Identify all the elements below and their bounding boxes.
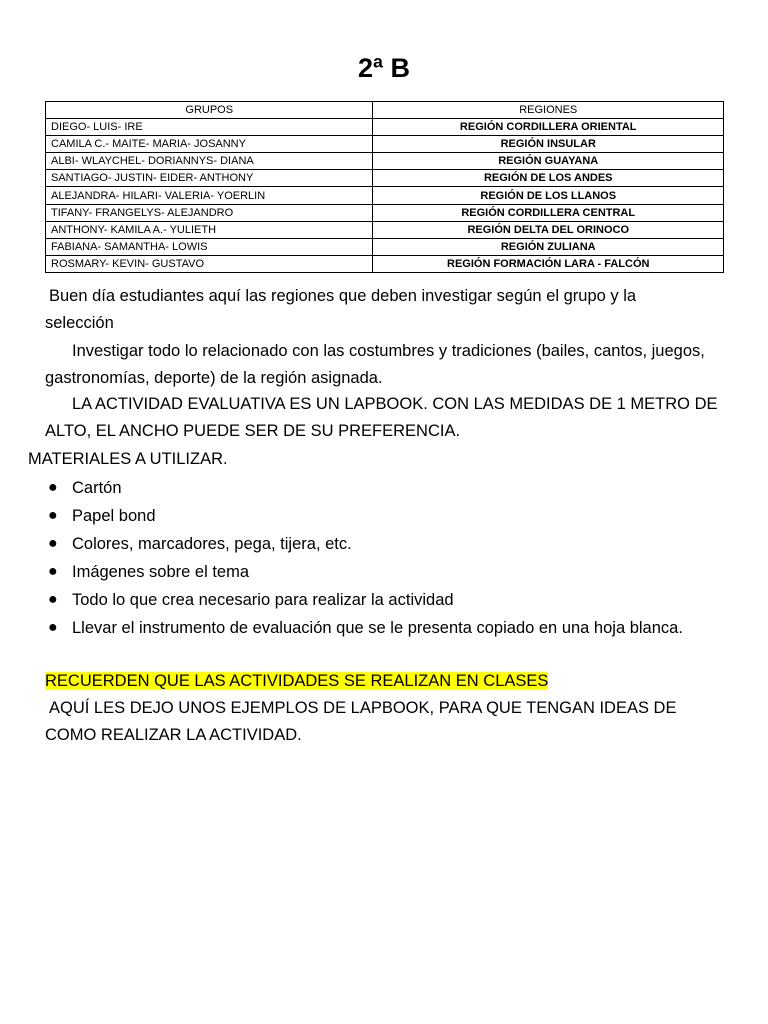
list-item [45, 474, 705, 502]
list-item-label: Cartón [72, 479, 122, 497]
group-cell: ALBI- WLAYCHEL- DORIANNYS- DIANA [46, 153, 373, 170]
region-cell: REGIÓN DELTA DEL ORINOCO [373, 221, 724, 238]
header-regions: REGIONES [373, 102, 724, 119]
research-paragraph: Investigar todo lo relacionado con las costumbres y tradiciones (bailes, cantos, juegos, gastronomías, deporte) de la región asignada. [45, 342, 705, 388]
table-row [46, 153, 724, 170]
list-item [45, 614, 705, 642]
table-row [46, 204, 724, 221]
region-cell: REGIÓN CORDILLERA ORIENTAL [373, 119, 724, 136]
materials-list [45, 474, 705, 642]
list-item-label: Llevar el instrumento de evaluación que se le presenta copiado en una hoja blanca. [72, 619, 683, 637]
region-cell: REGIÓN DE LOS ANDES [373, 170, 724, 187]
region-cell: REGIÓN FORMACIÓN LARA - FALCÓN [373, 255, 724, 272]
table-row [46, 170, 724, 187]
bullet-icon: ● [48, 479, 58, 496]
group-cell: TIFANY- FRANGELYS- ALEJANDRO [46, 204, 373, 221]
list-item [45, 558, 705, 586]
list-item [45, 586, 705, 614]
group-cell: FABIANA- SAMANTHA- LOWIS [46, 238, 373, 255]
bullet-icon: ● [48, 507, 58, 524]
examples-paragraph: AQUÍ LES DEJO UNOS EJEMPLOS DE LAPBOOK, PARA QUE TENGAN IDEAS DE COMO REALIZAR LA ACTIVIDAD. [45, 699, 677, 745]
table-row [46, 187, 724, 204]
region-cell: REGIÓN CORDILLERA CENTRAL [373, 204, 724, 221]
regions-table [45, 101, 724, 273]
table-row [46, 221, 724, 238]
table-row [46, 238, 724, 255]
region-cell: REGIÓN INSULAR [373, 136, 724, 153]
table-row [46, 136, 724, 153]
table-row [46, 119, 724, 136]
intro-paragraph: Buen día estudiantes aquí las regiones que deben investigar según el grupo y la selección [45, 287, 637, 333]
group-cell: DIEGO- LUIS- IRE [46, 119, 373, 136]
table-header-row [46, 102, 724, 119]
group-cell: ALEJANDRA- HILARI- VALERIA- YOERLIN [46, 187, 373, 204]
table-row [46, 255, 724, 272]
region-cell: REGIÓN DE LOS LLANOS [373, 187, 724, 204]
header-groups: GRUPOS [46, 102, 373, 119]
bullet-icon: ● [48, 563, 58, 580]
bullet-icon: ● [48, 619, 58, 636]
materials-heading: MATERIALES A UTILIZAR. [28, 450, 228, 468]
bullet-icon: ● [48, 591, 58, 608]
list-item-label: Imágenes sobre el tema [72, 563, 250, 581]
reminder-paragraph [45, 668, 745, 695]
list-item-label: Todo lo que crea necesario para realizar la actividad [72, 591, 454, 609]
group-cell: ANTHONY- KAMILA A.- YULIETH [46, 221, 373, 238]
list-item-label: Papel bond [72, 507, 156, 525]
region-cell: REGIÓN ZULIANA [373, 238, 724, 255]
activity-paragraph: LA ACTIVIDAD EVALUATIVA ES UN LAPBOOK. CON LAS MEDIDAS DE 1 METRO DE ALTO, EL ANCHO PUEDE SER DE SU PREFERENCIA. [45, 395, 718, 441]
list-item [45, 530, 705, 558]
group-cell: ROSMARY- KEVIN- GUSTAVO [46, 255, 373, 272]
bullet-icon: ● [48, 535, 58, 552]
list-item-label: Colores, marcadores, pega, tijera, etc. [72, 535, 352, 553]
reminder-highlight: RECUERDEN QUE LAS ACTIVIDADES SE REALIZAN EN CLASES [45, 672, 549, 690]
region-cell: REGIÓN GUAYANA [373, 153, 724, 170]
group-cell: SANTIAGO- JUSTIN- EIDER- ANTHONY [46, 170, 373, 187]
page-title: 2ª B [357, 53, 410, 83]
list-item [45, 502, 705, 530]
group-cell: CAMILA C.- MAITE- MARIA- JOSANNY [46, 136, 373, 153]
